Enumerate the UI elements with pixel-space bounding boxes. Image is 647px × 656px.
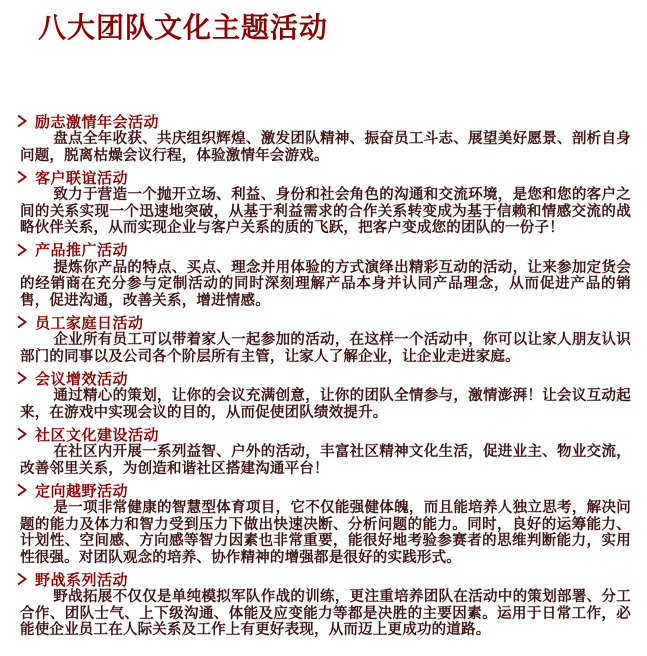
section-heading-row — [0, 168, 647, 186]
section-title: 励志激情年会活动 — [35, 114, 160, 131]
chevron-right-icon — [16, 426, 28, 442]
section-heading-row — [0, 570, 647, 588]
section-field-battle — [0, 570, 647, 639]
section-title: 产品推广活动 — [35, 243, 129, 259]
section-body: 在社区内开展一系列益智、户外的活动，丰富社区精神文化生活，促进业主、物业交流，改善邻里关系，为创造和谐社区搭建沟通平台！ — [20, 444, 631, 477]
section-body: 通过精心的策划，让你的会议充满创意，让你的团队全情参与，激情澎湃！让会议互动起来，在游戏中实现会议的目的，从而促使团队绩效提升。 — [20, 388, 631, 421]
chevron-right-icon — [16, 242, 28, 258]
section-title: 员工家庭日活动 — [35, 315, 144, 332]
section-heading-row — [0, 425, 647, 443]
section-title: 定向越野活动 — [35, 483, 129, 500]
section-body: 盘点全年收获、共庆组织辉煌、激发团队精神、振奋员工斗志、展望美好愿景、剖析自身问题，脱离枯燥会议行程，体验激情年会游戏。 — [20, 131, 631, 164]
section-body: 提炼你产品的特点、买点、理念并用体验的方式演绎出精彩互动的活动，让来参加定货会的经销商在充分参与定制活动的同时深刻理解产品本身并认同产品理念，从而促进产品的销售，促进沟通，改善关系，增进情感。 — [20, 259, 631, 309]
section-annual-meeting — [0, 112, 647, 164]
section-family-day — [0, 313, 647, 365]
section-list — [0, 112, 647, 643]
chevron-right-icon — [16, 571, 28, 587]
section-heading-row — [0, 112, 647, 130]
section-heading-row — [0, 481, 647, 499]
section-heading-row — [0, 313, 647, 331]
chevron-right-icon — [16, 169, 28, 185]
section-heading-row — [0, 241, 647, 259]
page-title: 八大团队文化主题活动 — [38, 13, 329, 44]
chevron-right-icon — [16, 314, 28, 330]
section-product-promotion — [0, 241, 647, 310]
section-body: 企业所有员工可以带着家人一起参加的活动，在这样一个活动中，你可以让家人朋友认识部门的同事以及公司各个阶层所有主管，让家人了解企业，让企业走进家庭。 — [20, 332, 631, 365]
section-orienteering — [0, 481, 647, 566]
section-body: 是一项非常健康的智慧型体育项目，它不仅能强健体魄，而且能培养人独立思考，解决问题的能力及体力和智力受到压力下做出快速决断、分析问题的能力。同时，良好的运筹能力、计划性、空间感、方向感等智力因素也非常重要，能很好地考验参赛者的思维判断能力，实用性很强。对团队观念的培养、协作精神的增强都是很好的实践形式。 — [20, 500, 631, 566]
section-heading-row — [0, 369, 647, 387]
section-client-fellowship — [0, 168, 647, 237]
chevron-right-icon — [16, 482, 28, 498]
section-meeting-efficiency — [0, 369, 647, 421]
section-body: 致力于营造一个抛开立场、利益、身份和社会角色的沟通和交流环境，是您和您的客户之间的关系实现一个迅速地突破，从基于利益需求的合作关系转变成为基于信赖和情感交流的战略伙伴关系，从而实现企业与客户关系的质的飞跃，把客户变成您的团队的一份子！ — [20, 187, 631, 236]
section-title: 会议增效活动 — [35, 371, 129, 388]
chevron-right-icon — [16, 113, 28, 129]
section-body: 野战拓展不仅仅是单纯模拟军队作战的训练，更注重培养团队在活动中的策划部署、分工合作、团队士气、上下级沟通、体能及应变能力等都是决胜的主要因素。运用于日常工作，必能使企业员工在人际关系及工作上有更好表现，从而迈上更成功的道路。 — [20, 589, 631, 638]
section-title: 社区文化建设活动 — [35, 427, 160, 444]
section-title: 客户联谊活动 — [35, 170, 129, 187]
section-community-culture — [0, 425, 647, 477]
chevron-right-icon — [16, 370, 28, 386]
section-title: 野战系列活动 — [35, 572, 129, 589]
